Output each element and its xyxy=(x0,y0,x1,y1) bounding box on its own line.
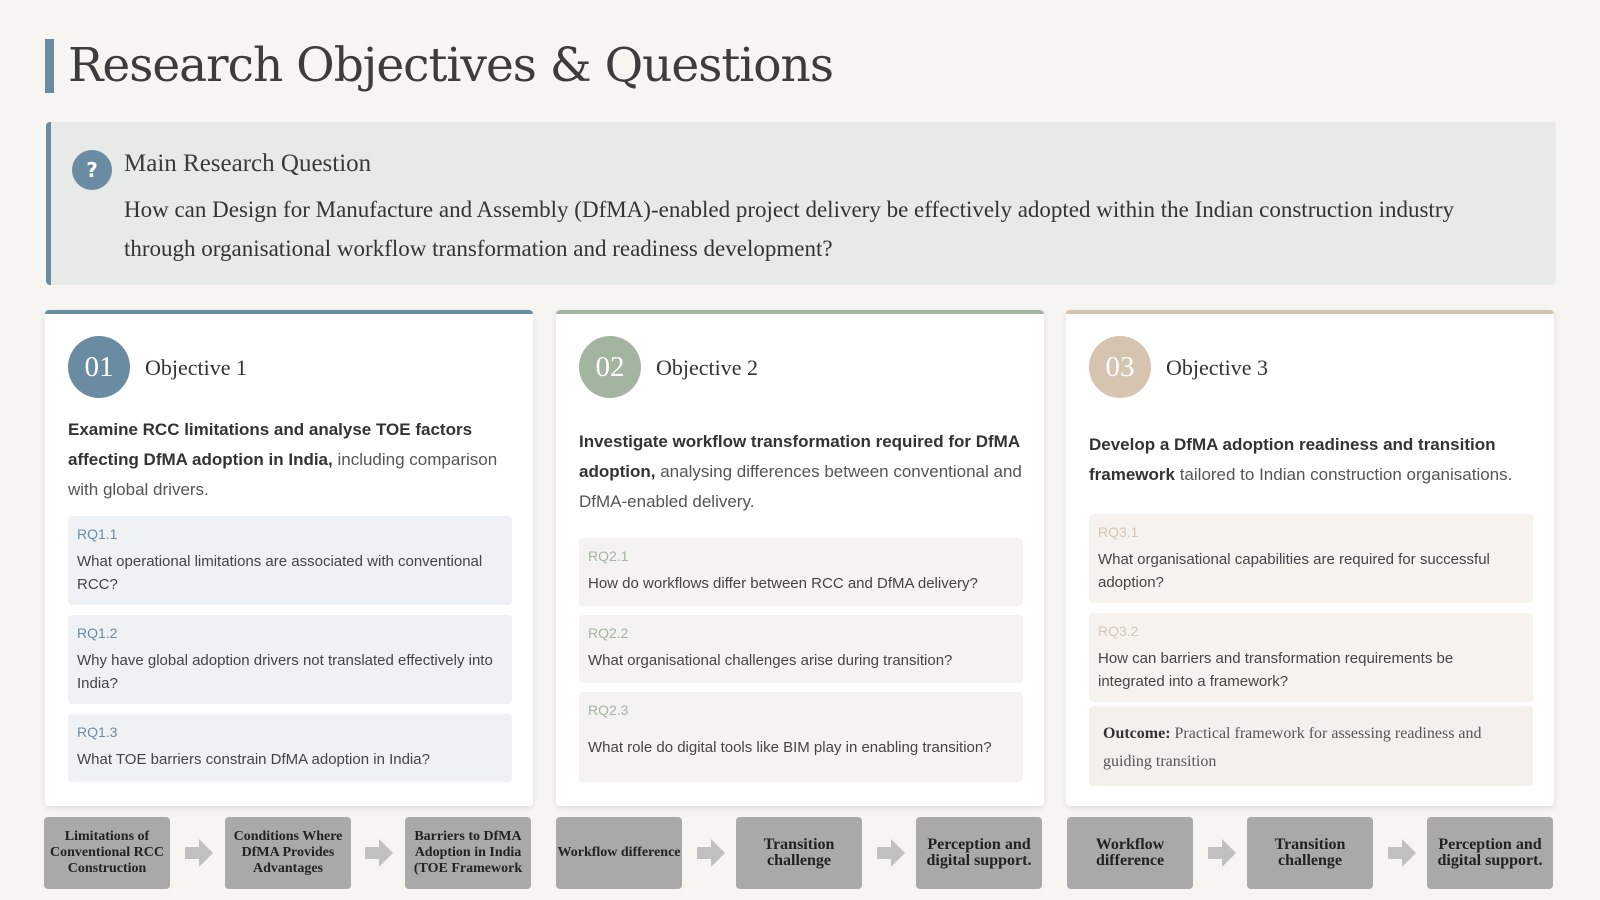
objective-description-rest: analysing differences between conventional and DfMA-enabled delivery. xyxy=(579,462,1022,511)
research-question-id: RQ2.2 xyxy=(588,625,629,641)
card-accent-line xyxy=(45,310,533,314)
arrow-right-icon xyxy=(877,838,905,868)
arrow-right-icon xyxy=(365,838,393,868)
research-question-id: RQ1.1 xyxy=(77,526,118,542)
arrow-right-icon xyxy=(1388,838,1416,868)
objective-title: Objective 1 xyxy=(145,355,248,380)
page-title: Research Objectives & Questions xyxy=(68,38,833,93)
outcome-text: Practical framework for assessing readiness and guiding transition xyxy=(1103,725,1482,770)
research-question-text: What operational limitations are associated with conventional RCC? xyxy=(77,553,483,593)
arrow-right-icon xyxy=(1208,838,1236,868)
flow-step: Conditions Where DfMA Provides Advantages xyxy=(225,817,351,889)
main-question-panel xyxy=(46,122,1556,285)
research-question-id: RQ1.2 xyxy=(77,625,118,641)
page-header xyxy=(45,38,833,93)
flow-step: Barriers to DfMA Adoption in India (TOE Framework xyxy=(405,817,531,889)
research-question-text: What organisational challenges arise during transition? xyxy=(588,652,953,669)
research-question-card xyxy=(68,615,512,704)
outcome-label: Outcome: xyxy=(1103,725,1171,742)
objective-card-2 xyxy=(556,310,1044,806)
research-question-card xyxy=(1089,514,1533,603)
flow-step: Perception and digital support. xyxy=(916,817,1042,889)
research-question-id: RQ3.1 xyxy=(1098,524,1139,540)
research-question-text: What role do digital tools like BIM play in enabling transition? xyxy=(588,739,992,756)
research-question-id: RQ2.1 xyxy=(588,548,629,564)
research-question-text: How do workflows differ between RCC and DfMA delivery? xyxy=(588,575,978,592)
flow-step: Perception and digital support. xyxy=(1427,817,1553,889)
card-accent-line xyxy=(556,310,1044,314)
objective-description-bold: Examine RCC limitations and analyse TOE factors affecting DfMA adoption in India, xyxy=(68,420,473,469)
flow-step: Workflow difference xyxy=(1067,817,1193,889)
card-accent-line xyxy=(1066,310,1554,314)
objective-number-badge: 01 xyxy=(68,336,130,398)
research-question-text: How can barriers and transformation requirements be integrated into a framework? xyxy=(1098,650,1454,690)
flow-step: Transition challenge xyxy=(736,817,862,889)
research-question-card xyxy=(68,516,512,605)
objective-description-rest: including comparison with global drivers. xyxy=(68,450,498,499)
objective-description-bold: Develop a DfMA adoption readiness and transition framework xyxy=(1089,435,1496,484)
research-question-id: RQ3.2 xyxy=(1098,623,1139,639)
objective-title: Objective 2 xyxy=(656,355,759,380)
main-question-text: How can Design for Manufacture and Assembly (DfMA)-enabled project delivery be effectively adopted within the Indian construction industry through organisational workflow transformation and readiness development? xyxy=(124,197,1454,261)
objective-description xyxy=(579,427,1023,517)
arrow-right-icon xyxy=(185,838,213,868)
arrow-right-icon xyxy=(697,838,725,868)
outcome-box xyxy=(1089,706,1533,786)
objective-description xyxy=(68,415,512,505)
objective-description-bold: Investigate workflow transformation required for DfMA adoption, xyxy=(579,432,1020,481)
flow-step: Workflow difference xyxy=(556,817,682,889)
main-question-heading: Main Research Question xyxy=(124,150,372,177)
objective-card-3 xyxy=(1066,310,1554,806)
flow-step: Limitations of Conventional RCC Construction xyxy=(44,817,170,889)
research-question-card xyxy=(579,692,1023,782)
question-icon: ? xyxy=(72,150,112,190)
research-question-text: What TOE barriers constrain DfMA adoption in India? xyxy=(77,751,430,768)
research-question-text: What organisational capabilities are required for successful adoption? xyxy=(1098,551,1490,591)
research-question-card xyxy=(579,615,1023,683)
flow-step: Transition challenge xyxy=(1247,817,1373,889)
objective-card-1 xyxy=(45,310,533,806)
objective-number-badge: 03 xyxy=(1089,336,1151,398)
research-question-id: RQ1.3 xyxy=(77,724,118,740)
research-question-card xyxy=(579,538,1023,606)
objective-description-rest: tailored to Indian construction organisations. xyxy=(1174,465,1513,484)
research-question-text: Why have global adoption drivers not translated effectively into India? xyxy=(77,652,493,692)
research-question-id: RQ2.3 xyxy=(588,702,629,718)
research-question-card xyxy=(68,714,512,782)
research-question-card xyxy=(1089,613,1533,702)
objective-number-badge: 02 xyxy=(579,336,641,398)
title-accent-bar xyxy=(45,39,54,93)
objective-title: Objective 3 xyxy=(1166,355,1269,380)
objective-description xyxy=(1089,430,1533,490)
